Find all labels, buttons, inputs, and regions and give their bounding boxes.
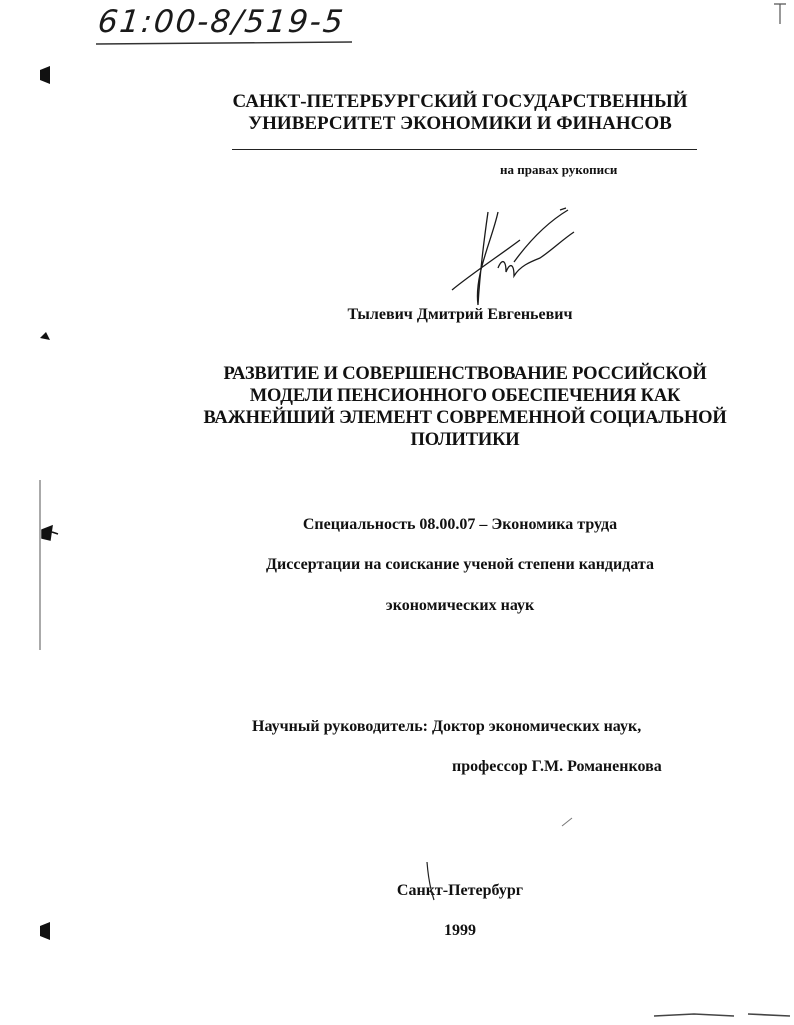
title-line: ПОЛИТИКИ: [410, 430, 520, 450]
specialty: Специальность 08.00.07 – Экономика труда: [302, 516, 618, 533]
archive-code: 61:00-8/519-5: [96, 4, 347, 40]
binding-hole-mark: [40, 332, 50, 340]
signature-stroke: [452, 208, 574, 305]
corner-mark: [654, 1014, 790, 1016]
city: Санкт-Петербург: [396, 882, 524, 899]
title-line: РАЗВИТИЕ И СОВЕРШЕНСТВОВАНИЕ РОССИЙСКОЙ: [223, 364, 707, 384]
supervisor-line1: Научный руководитель: Доктор экономических наук,: [252, 718, 642, 735]
dissertation-degree-line1: Диссертации на соискание ученой степени кандидата: [266, 556, 654, 573]
stray-mark: [427, 862, 434, 900]
dissertation-degree-line2: экономических наук: [385, 597, 535, 614]
corner-mark: [774, 4, 786, 24]
binding-hole-mark: [40, 922, 50, 940]
title-line: ВАЖНЕЙШИЙ ЭЛЕМЕНТ СОВРЕМЕННОЙ СОЦИАЛЬНОЙ: [203, 408, 727, 428]
year: 1999: [444, 922, 476, 939]
supervisor-line2: профессор Г.М. Романенкова: [452, 758, 662, 775]
binding-hole-mark: [40, 66, 50, 84]
university-name-line1: САНКТ-ПЕТЕРБУРГСКИЙ ГОСУДАРСТВЕННЫЙ: [232, 91, 688, 112]
manuscript-note: на правах рукописи: [500, 162, 618, 177]
title-line: МОДЕЛИ ПЕНСИОННОГО ОБЕСПЕЧЕНИЯ КАК: [249, 386, 681, 406]
university-name-line2: УНИВЕРСИТЕТ ЭКОНОМИКИ И ФИНАНСОВ: [248, 113, 672, 134]
code-underline: [96, 42, 352, 44]
binding-hole-mark: [42, 526, 58, 540]
author-name: Тылевич Дмитрий Евгеньевич: [347, 306, 573, 323]
stray-mark: [562, 818, 572, 826]
